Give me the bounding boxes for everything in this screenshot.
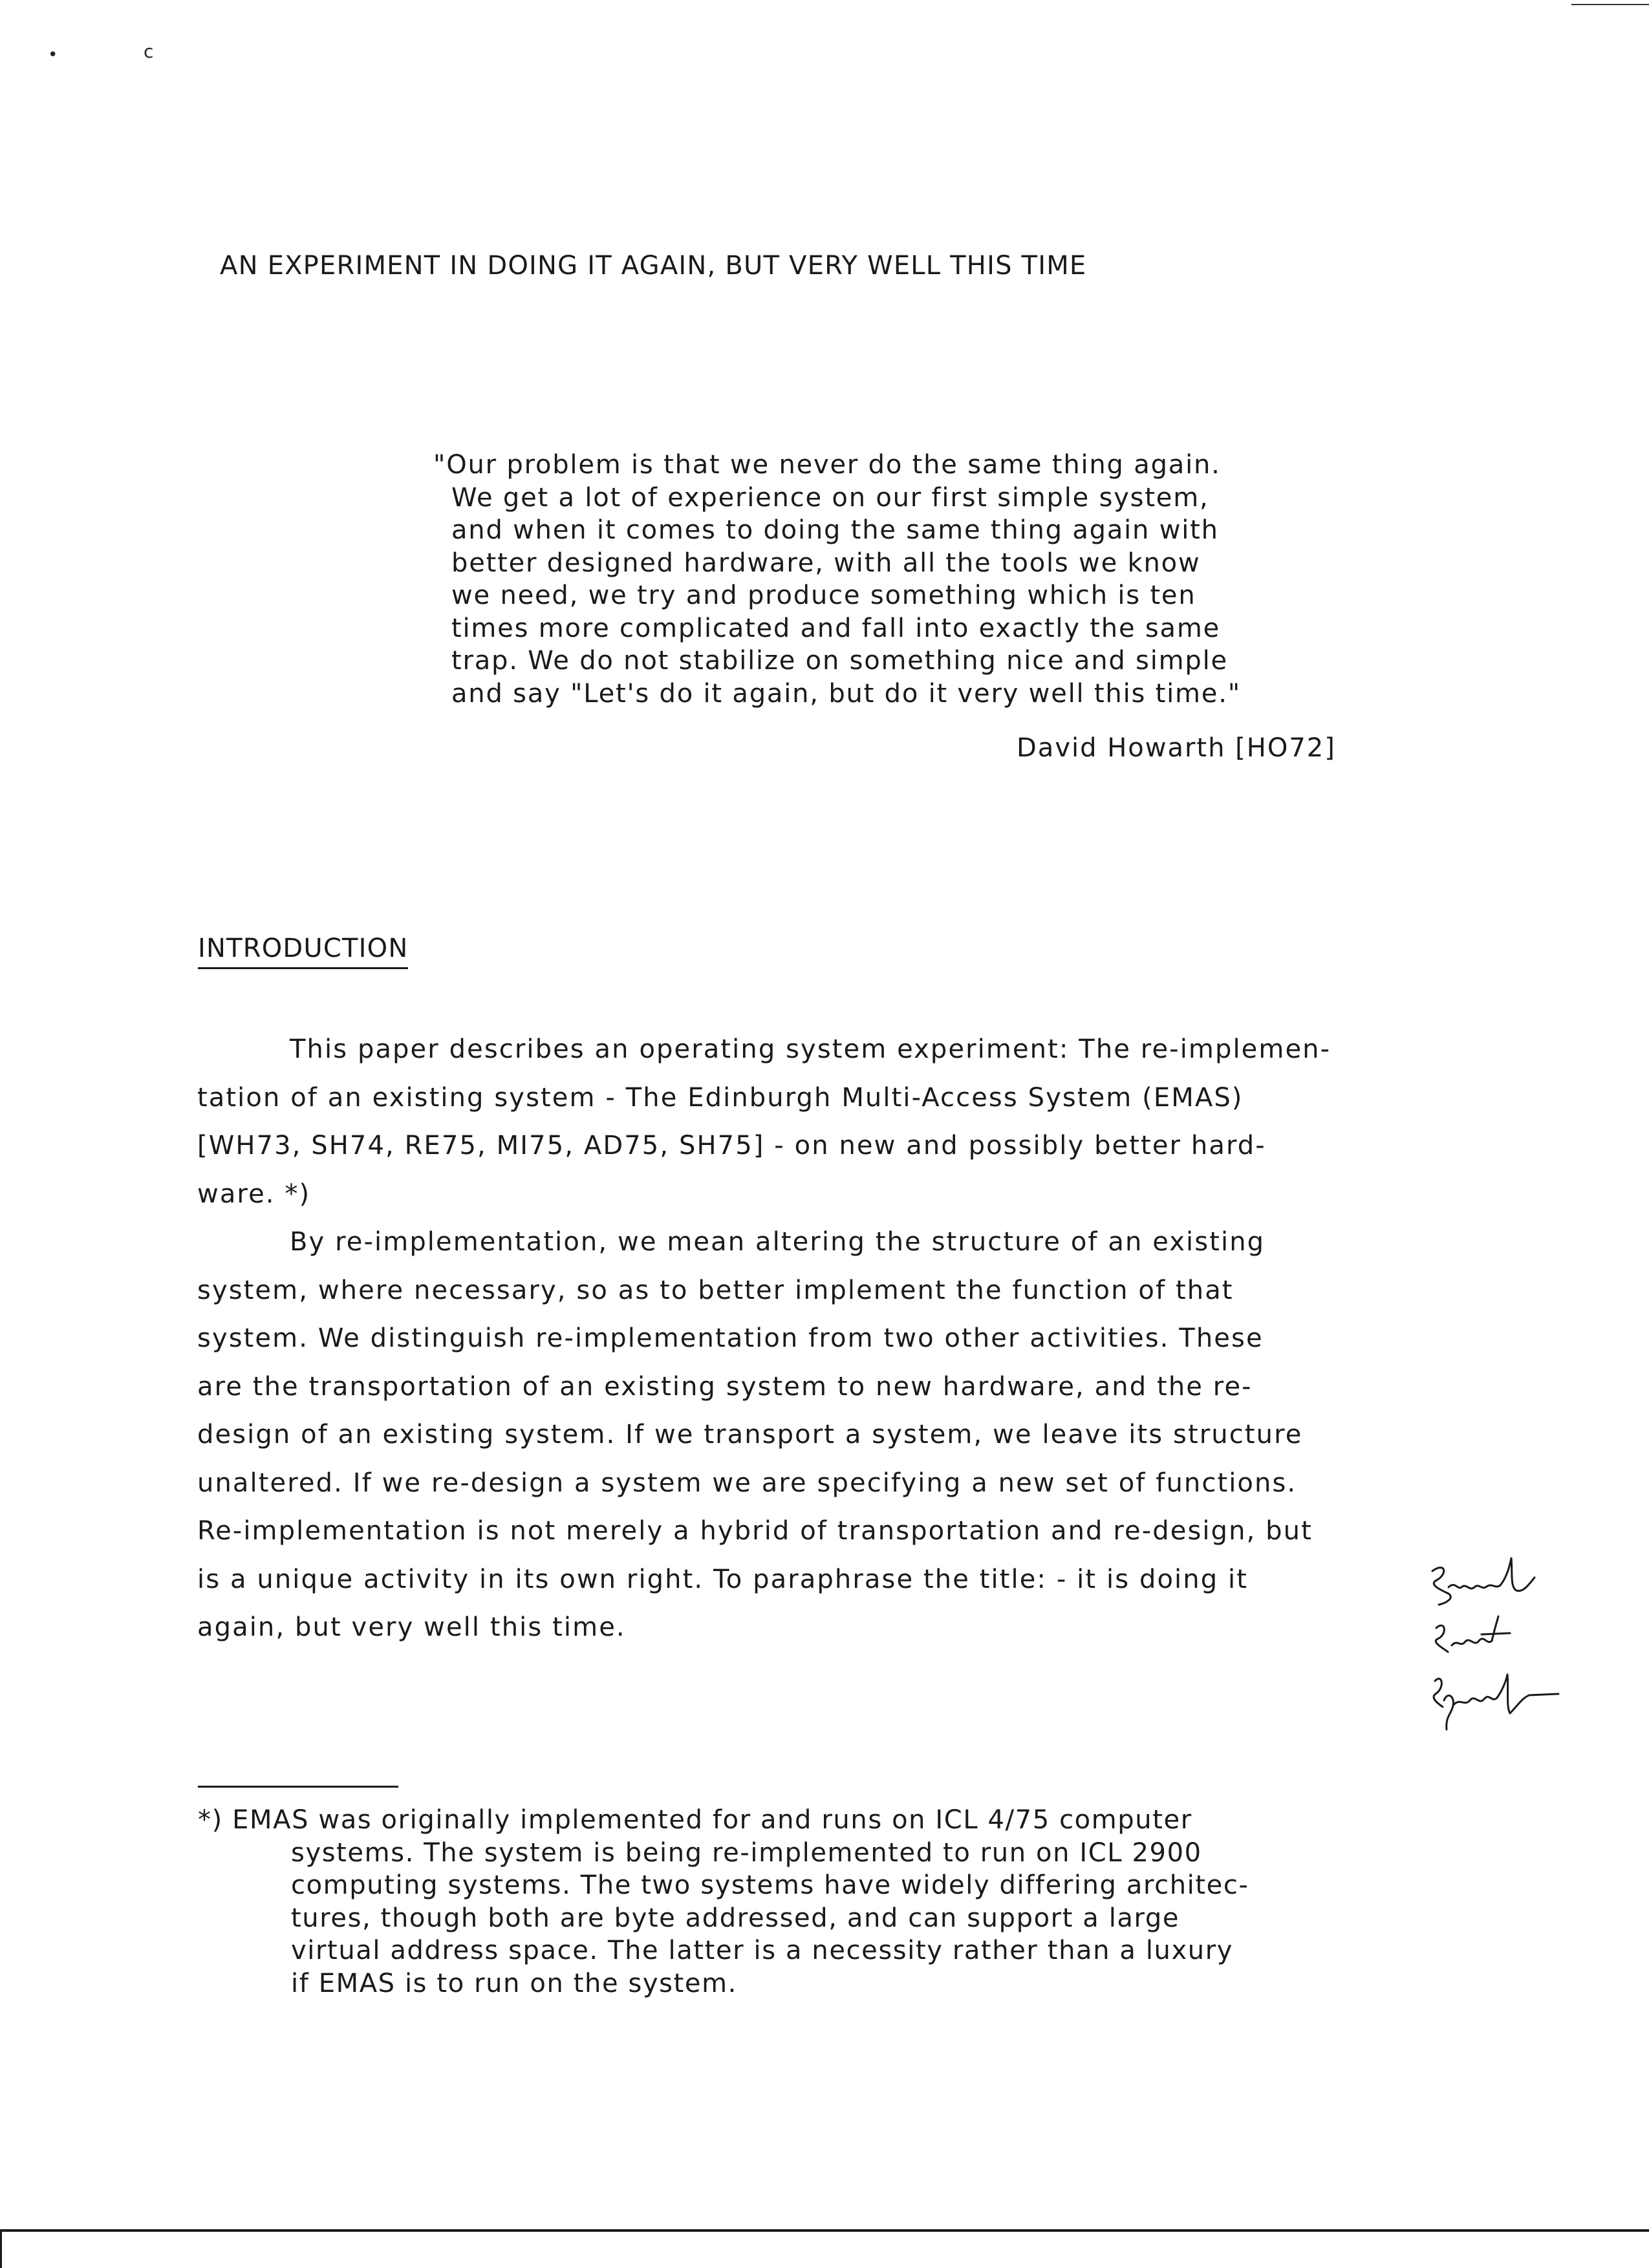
quote-line: and say "Let's do it again, but do it very well this time." [451, 678, 1241, 709]
epigraph-quote [433, 449, 1429, 710]
paragraph-line: system. We distinguish re-implementation from two other activities. These [197, 1323, 1264, 1353]
quote-line: and when it comes to doing the same thing again with [451, 515, 1219, 545]
paragraph-line: [WH73, SH74, RE75, MI75, AD75, SH75] - on new and possibly better hard- [197, 1131, 1266, 1161]
section-heading: INTRODUCTION [198, 934, 408, 969]
paragraph-line: is a unique activity in its own right. To paraphrase the title: - it is doing it [197, 1564, 1248, 1594]
quote-line: times more complicated and fall into exactly the same [451, 613, 1220, 643]
footnote-line: *) EMAS was originally implemented for and runs on ICL 4/75 computer [198, 1805, 1192, 1835]
footnote-line: systems. The system is being re-implemented to run on ICL 2900 [291, 1837, 1202, 1868]
handwritten-margin-note [1419, 1552, 1568, 1746]
page-corner-border [0, 2231, 2, 2268]
quote-line: "Our problem is that we never do the same thing again. [433, 450, 1221, 480]
paragraph-line: tation of an existing system - The Edinburgh Multi-Access System (EMAS) [197, 1082, 1244, 1113]
document-title: AN EXPERIMENT IN DOING IT AGAIN, BUT VERY WELL THIS TIME [220, 251, 1087, 281]
page-bottom-border [0, 2229, 1649, 2232]
paragraph-line: again, but very well this time. [197, 1612, 626, 1642]
paragraph-line: ware. *) [197, 1179, 311, 1209]
scan-speck: • [48, 45, 58, 65]
paragraph-line: By re-implementation, we mean altering the structure of an existing [290, 1227, 1266, 1257]
paragraph-line: system, where necessary, so as to better implement the function of that [197, 1275, 1234, 1305]
scan-speck: c [144, 41, 154, 62]
body-text [197, 1025, 1529, 1652]
paragraph-line: This paper describes an operating system experiment: The re-implemen- [290, 1034, 1331, 1064]
quote-line: We get a lot of experience on our first simple system, [451, 482, 1209, 513]
footnote-line: tures, though both are byte addressed, and can support a large [291, 1903, 1180, 1933]
footnote [198, 1804, 1491, 2000]
footnote-line: virtual address space. The latter is a necessity rather than a luxury [291, 1936, 1234, 1965]
paragraph-line: design of an existing system. If we transport a system, we leave its structure [197, 1420, 1303, 1450]
paragraph-line: are the transportation of an existing system to new hardware, and the re- [197, 1371, 1253, 1402]
paragraph-line: Re-implementation is not merely a hybrid of transportation and re-design, but [197, 1516, 1313, 1546]
quote-attribution: David Howarth [HO72] [1017, 733, 1336, 763]
footnote-line: computing systems. The two systems have widely differing architec- [291, 1870, 1249, 1900]
footnote-line: if EMAS is to run on the system. [291, 1968, 737, 1998]
quote-line: we need, we try and produce something which is ten [451, 581, 1196, 610]
footnote-divider [198, 1786, 398, 1788]
quote-line: trap. We do not stabilize on something nice and simple [451, 646, 1228, 676]
scan-edge-mark [1571, 4, 1649, 5]
quote-line: better designed hardware, with all the tools we know [451, 548, 1201, 578]
paragraph-line: unaltered. If we re-design a system we are specifying a new set of functions. [197, 1468, 1297, 1498]
